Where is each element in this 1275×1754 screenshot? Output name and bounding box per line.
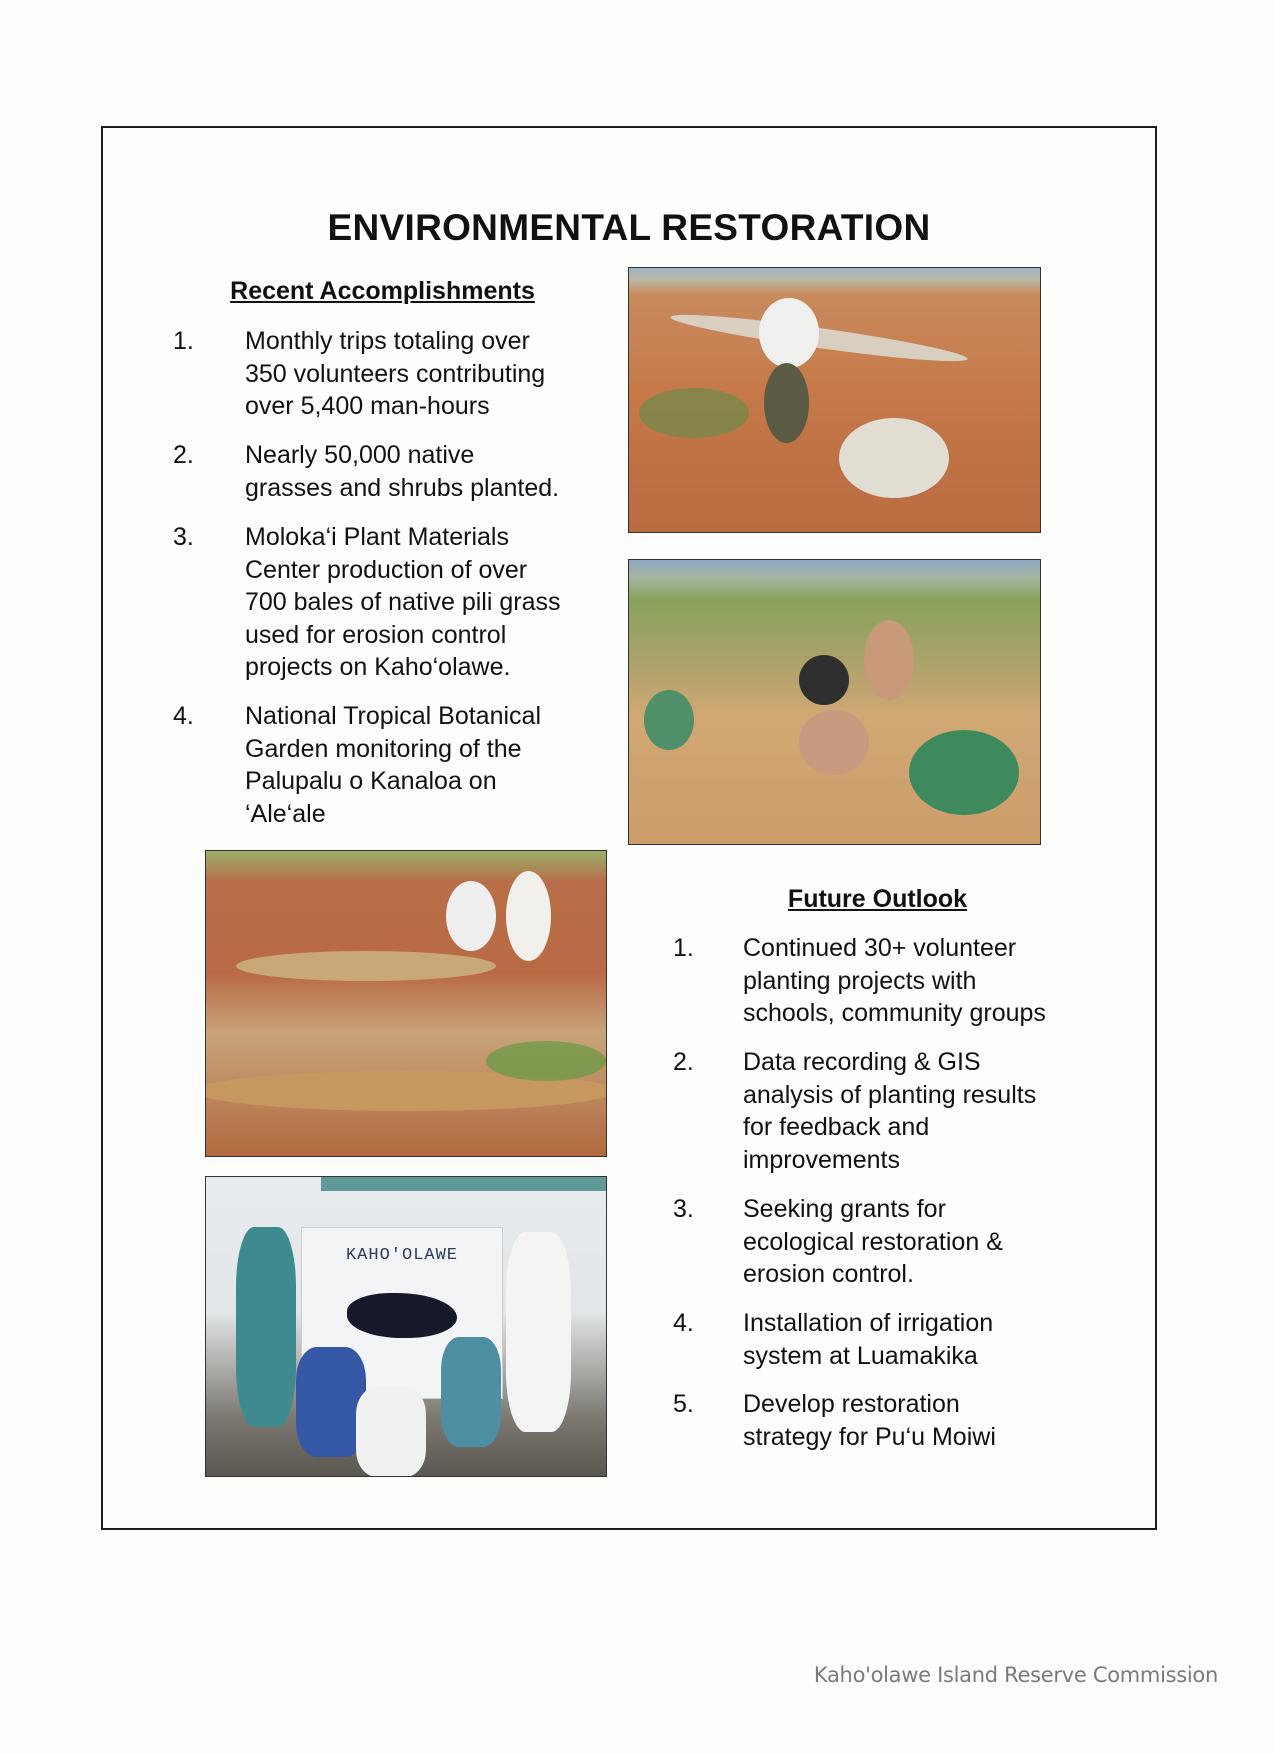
page-title: ENVIRONMENTAL RESTORATION: [327, 207, 931, 248]
future-outlook-heading: Future Outlook: [787, 885, 968, 913]
item-text: Monthly trips totaling over 350 volunteers contributing over 5,400 man-hours: [245, 327, 546, 421]
item-number: 2.: [173, 441, 194, 469]
item-number: 1.: [173, 327, 194, 355]
footer-organization: Kaho'olawe Island Reserve Commission: [813, 1663, 1218, 1687]
item-text: Moloka‘i Plant Materials Center production of over 700 bales of native pili grass used for erosion control projects on Kaho‘olawe.: [245, 523, 561, 682]
item-number: 1.: [673, 934, 694, 962]
item-text: Nearly 50,000 native grasses and shrubs planted.: [245, 441, 560, 502]
item-number: 4.: [673, 1309, 694, 1337]
photo-volunteer-group-with-sign: [205, 1176, 607, 1477]
item-number: 4.: [173, 702, 194, 730]
photo-volunteer-placing-bales: [628, 267, 1041, 533]
photo-erosion-control-bales: [205, 850, 607, 1157]
recent-accomplishments-heading: Recent Accomplishments: [230, 277, 535, 305]
item-number: 3.: [673, 1195, 694, 1223]
item-text: Installation of irrigation system at Luamakika: [743, 1309, 994, 1370]
sign-text: KAHO'OLAWE: [345, 1246, 459, 1265]
item-number: 5.: [673, 1390, 694, 1418]
item-text: Seeking grants for ecological restoration & erosion control.: [743, 1195, 1003, 1289]
item-text: Continued 30+ volunteer planting projects with schools, community groups: [743, 934, 1046, 1028]
item-number: 2.: [673, 1048, 694, 1076]
item-text: Develop restoration strategy for Pu‘u Moiwi: [743, 1390, 996, 1451]
item-text: National Tropical Botanical Garden monitoring of the Palupalu o Kanaloa on ‘Ale‘ale: [245, 702, 541, 828]
item-number: 3.: [173, 523, 194, 551]
item-text: Data recording & GIS analysis of planting results for feedback and improvements: [743, 1048, 1037, 1174]
photo-volunteers-planting: [628, 559, 1041, 845]
